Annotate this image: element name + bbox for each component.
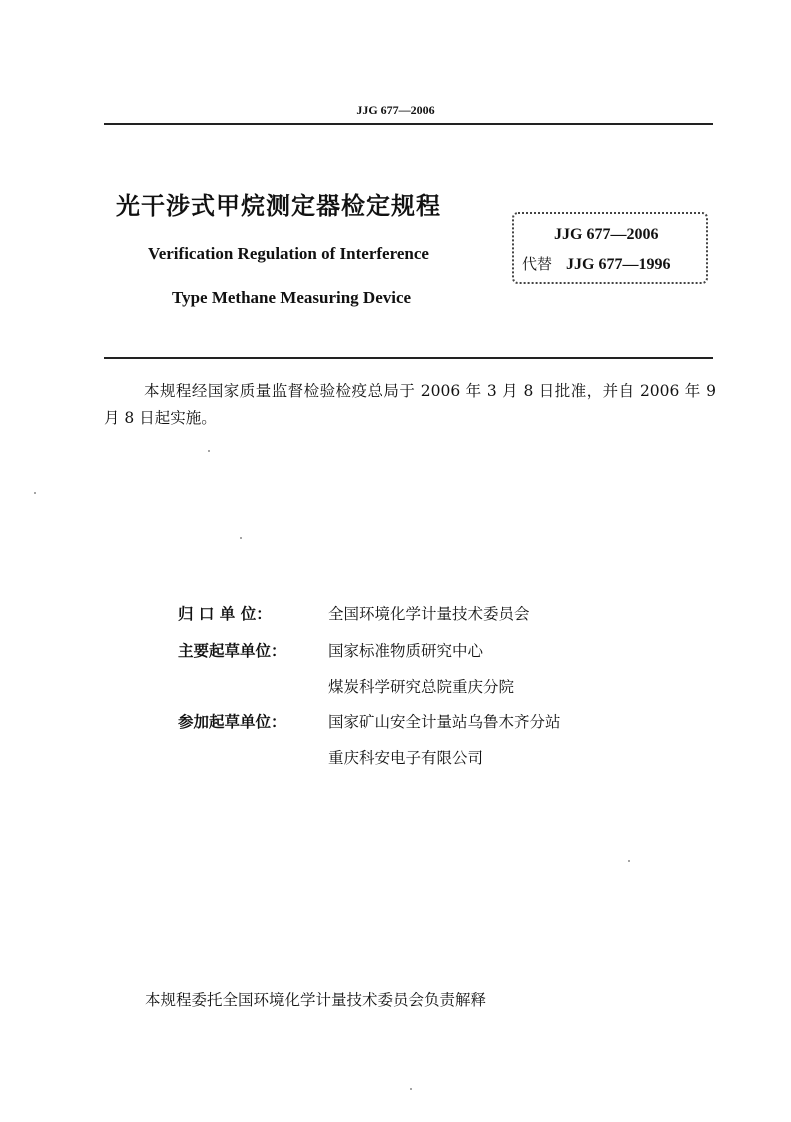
interpretation-note: 本规程委托全国环境化学计量技术委员会负责解释 xyxy=(145,991,487,1009)
replaces-standard xyxy=(522,253,670,274)
responsible-unit-label: 归 口 单 位： xyxy=(178,605,272,623)
replaces-label: 代替 xyxy=(522,255,553,273)
title-chinese: 光干涉式甲烷测定器检定规程 xyxy=(116,192,441,220)
main-drafting-unit: 国家标准物质研究中心 xyxy=(328,642,484,660)
scan-speck xyxy=(34,492,36,494)
header-standard-code: JJG 677—2006 xyxy=(356,103,435,117)
approval-statement: 本规程经国家质量监督检验检疫总局于 2006 年 3 月 8 日批准，并自 2006 年 9 月 8 日起实施。 xyxy=(104,382,716,427)
main-drafting-label: 主要起草单位： xyxy=(178,642,287,660)
replaces-code: JJG 677—1996 xyxy=(566,256,671,273)
scan-speck xyxy=(240,537,242,539)
scan-speck xyxy=(208,450,210,452)
participating-label: 参加起草单位： xyxy=(178,713,287,731)
title-english-line2: Type Methane Measuring Device xyxy=(172,288,412,307)
main-drafting-unit: 煤炭科学研究总院重庆分院 xyxy=(328,678,515,696)
participating-unit: 重庆科安电子有限公司 xyxy=(328,749,484,767)
scan-speck xyxy=(628,860,630,862)
responsible-unit: 全国环境化学计量技术委员会 xyxy=(328,605,530,623)
scan-speck xyxy=(410,1088,412,1090)
title-divider xyxy=(104,357,713,359)
standard-code: JJG 677—2006 xyxy=(554,226,659,243)
header-divider xyxy=(104,123,713,125)
title-english-line1: Verification Regulation of Interference xyxy=(148,244,429,263)
participating-unit: 国家矿山安全计量站乌鲁木齐分站 xyxy=(328,713,561,731)
